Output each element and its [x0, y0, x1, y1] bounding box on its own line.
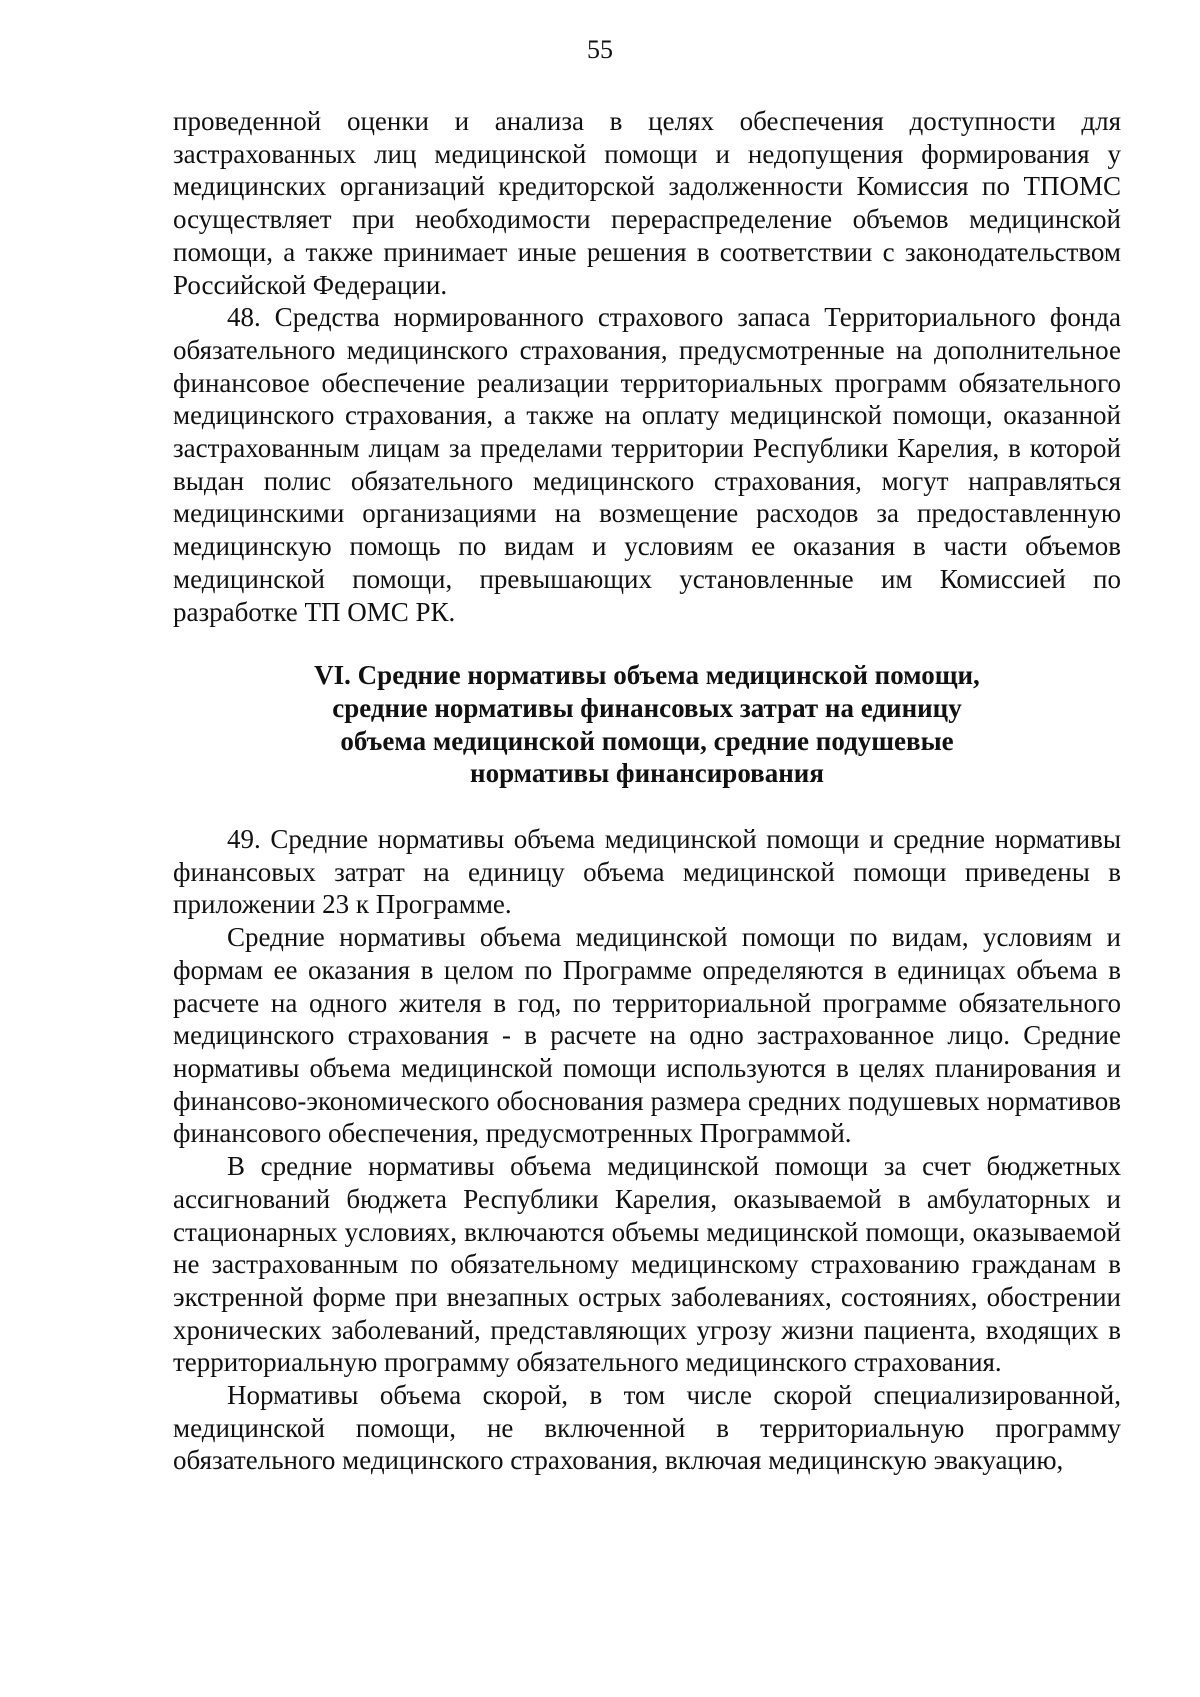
page-number: 55 [587, 35, 613, 64]
section-heading-line: нормативы финансирования [470, 758, 824, 789]
paragraph-continuation: проведенной оценки и анализа в целях обеспечения доступности для застрахованных лиц медицинской помощи и недопущения формирования у медицинских организаций кредиторской задолженности Комиссия по ТПОМС осуществляет при необходимости перераспределение объемов медицинской помощи, а также принимает иные решения в соответствии с законодательством Российской Федерации. [173, 106, 1121, 300]
paragraph-budget-norms: В средние нормативы объема медицинской помощи за счет бюджетных ассигнований бюджета Республики Карелия, оказываемой в амбулаторных и стационарных условиях, включаются объемы медицинской помощи, оказываемой не застрахованным по обязательному медицинскому страхованию гражданам в экстренной форме при внезапных острых заболеваниях, состояниях, обострении хронических заболеваний, представляющих угрозу жизни пациента, входящих в территориальную программу обязательного медицинского страхования. [173, 1151, 1121, 1378]
paragraph-ambulance-norms: Нормативы объема скорой, в том числе скорой специализированной, медицинской помощи, не включенной в территориальную программу обязательного медицинского страхования, включая медицинскую эвакуацию, [173, 1380, 1121, 1476]
section-heading-line: VI. Средние нормативы объема медицинской помощи, [314, 660, 980, 691]
section-heading-vi [173, 659, 1121, 790]
document-body [173, 105, 1121, 1477]
paragraph-49: 49. Средние нормативы объема медицинской помощи и средние нормативы финансовых затрат на единицу объема медицинской помощи приведены в приложении 23 к Программе. [173, 824, 1121, 920]
section-heading-line: средние нормативы финансовых затрат на единицу [332, 692, 962, 723]
paragraph-average-norms: Средние нормативы объема медицинской помощи по видам, условиям и формам ее оказания в целом по Программе определяются в единицах объема в расчете на одного жителя в год, по территориальной программе обязательного медицинского страхования - в расчете на одно застрахованное лицо. Средние нормативы объема медицинской помощи используются в целях планирования и финансово-экономического обоснования размера средних подушевых нормативов финансового обеспечения, предусмотренных Программой. [173, 922, 1121, 1149]
section-heading-line: объема медицинской помощи, средние подушевые [340, 725, 954, 756]
paragraph-48: 48. Средства нормированного страхового запаса Территориального фонда обязательного медицинского страхования, предусмотренные на дополнительное финансовое обеспечение реализации территориальных программ обязательного медицинского страхования, а также на оплату медицинской помощи, оказанной застрахованным лицам за пределами территории Республики Карелия, в которой выдан полис обязательного медицинского страхования, могут направляться медицинскими организациями на возмещение расходов за предоставленную медицинскую помощь по видам и условиям ее оказания в части объемов медицинской помощи, превышающих установленные им Комиссией по разработке ТП ОМС РК. [173, 302, 1121, 627]
